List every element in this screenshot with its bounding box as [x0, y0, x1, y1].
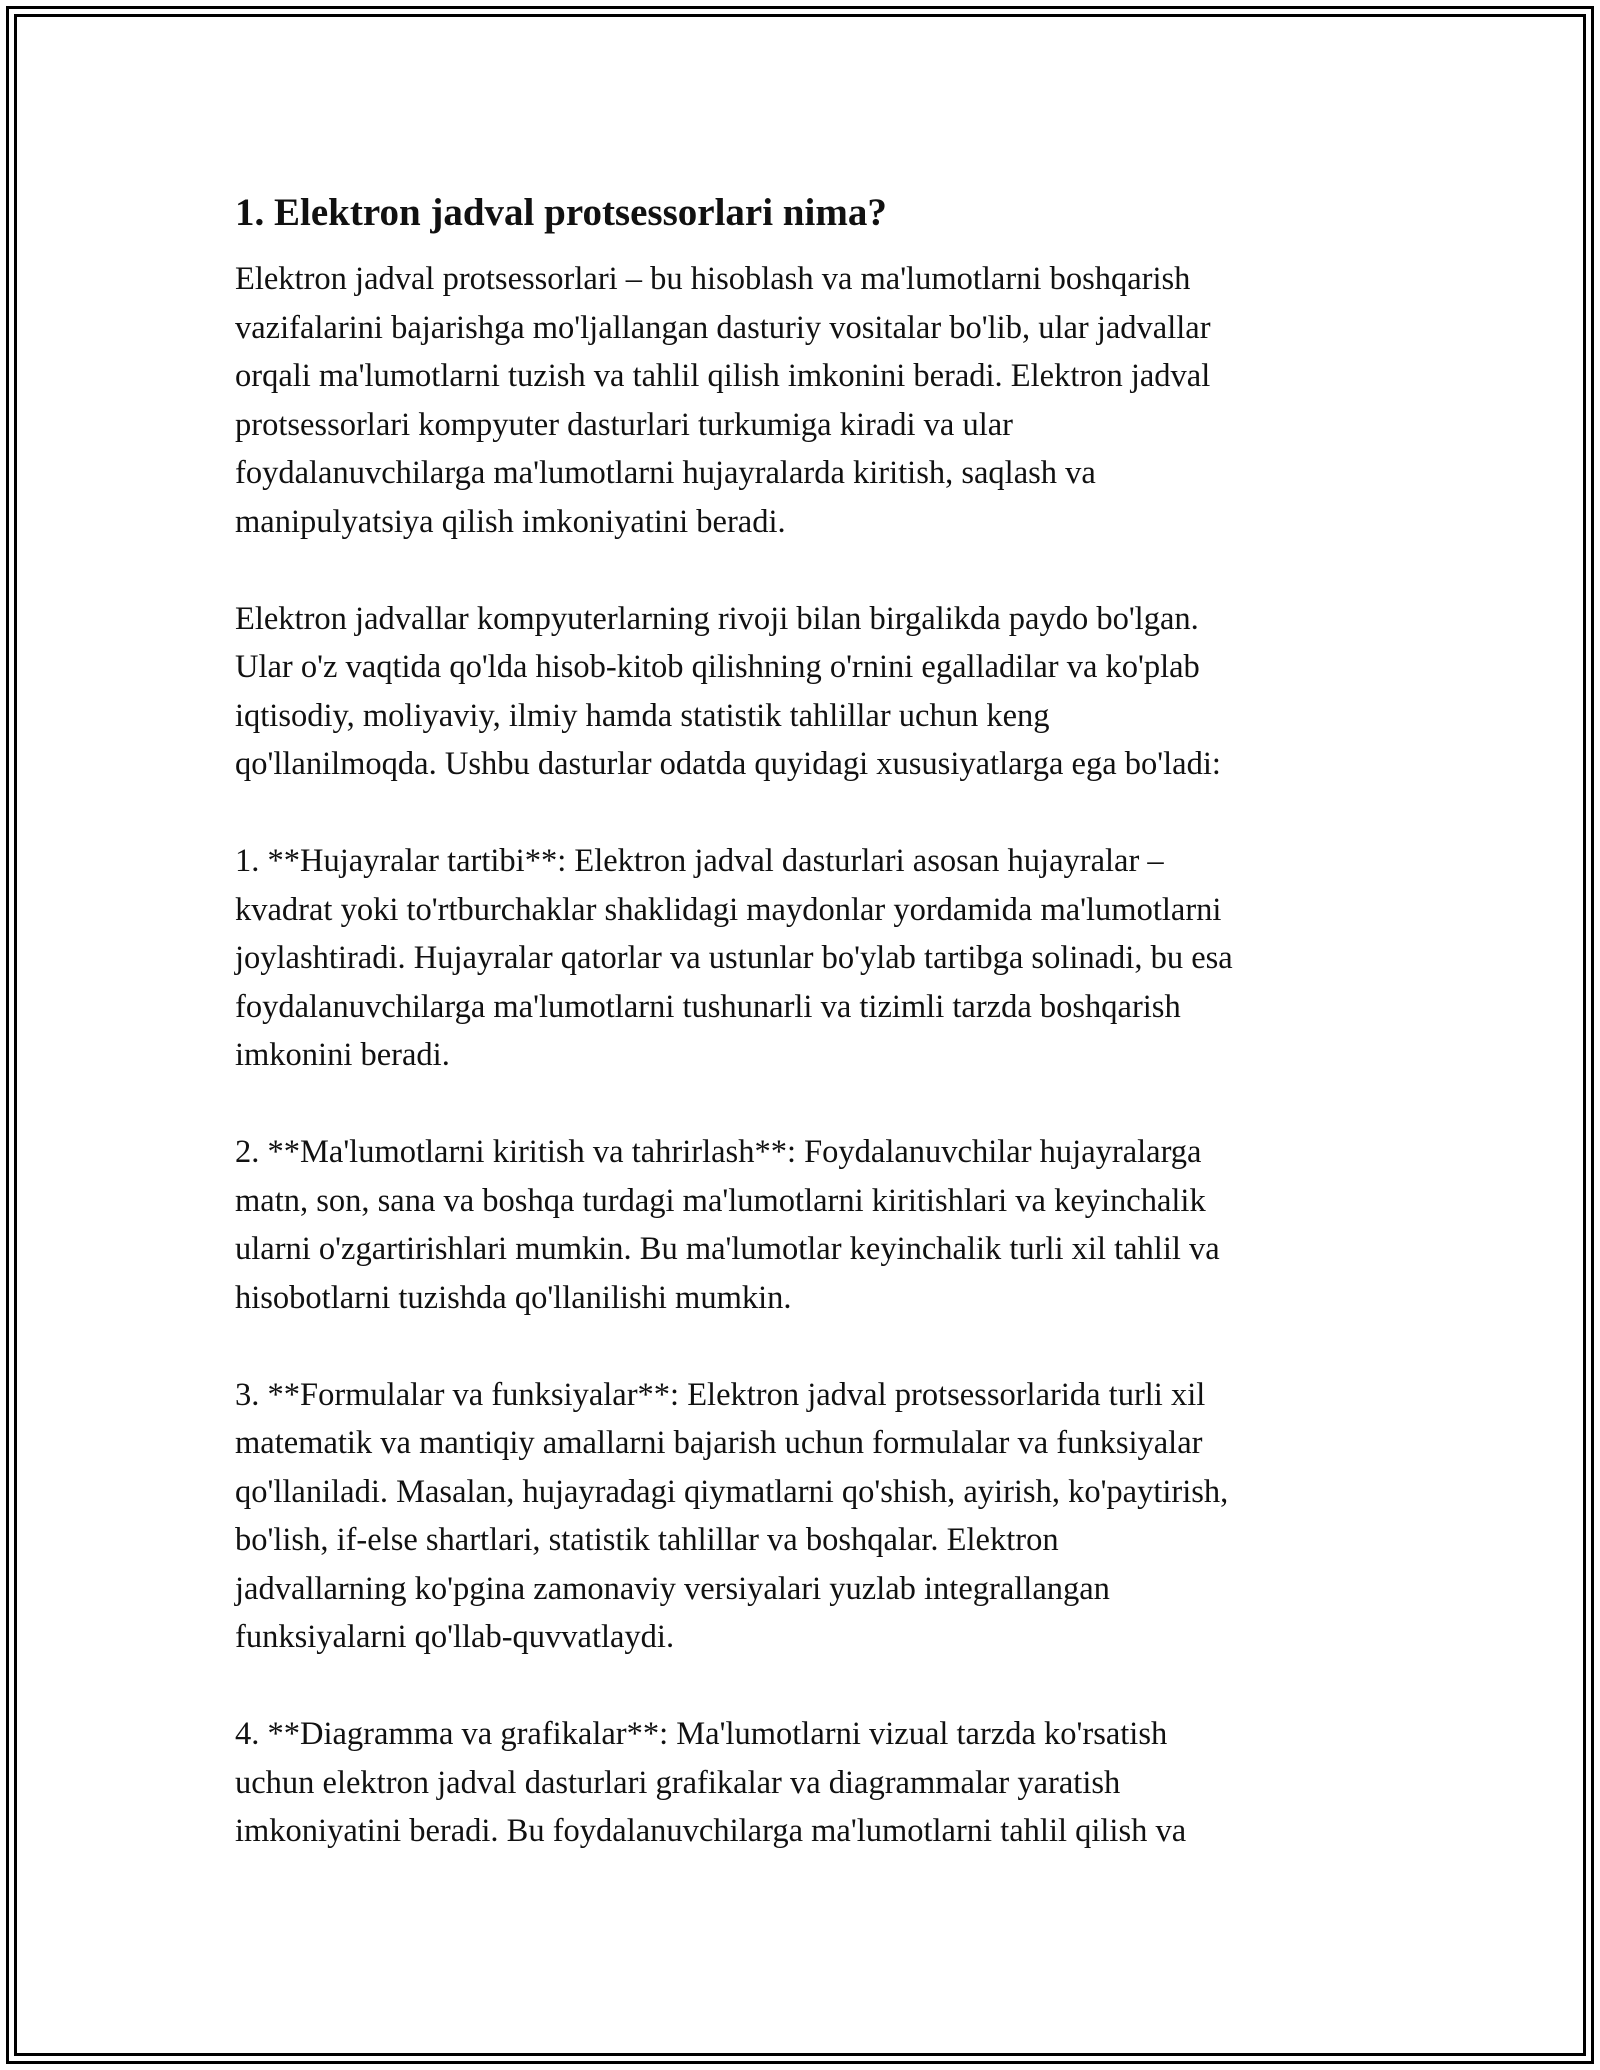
- paragraph-history: Elektron jadvallar kompyuterlarning rivoji bilan birgalikda paydo bo'lgan. Ular o'z vaqtida qo'lda hisob-kitob qilishning o'rnini egalladilar va ko'plab iqtisodiy, moliyaviy, ilmiy hamda statistik tahlillar uchun keng qo'llanilmoqda. Ushbu dasturlar odatda quyidagi xususiyatlarga ega bo'ladi:: [235, 600, 1221, 782]
- paragraph-intro: Elektron jadval protsessorlari – bu hisoblash va ma'lumotlarni boshqarish vazifalarini bajarishga mo'ljallangan dasturiy vositalar bo'lib, ular jadvallar orqali ma'lumotlarni tuzish va tahlil qilish imkonini beradi. Elektron jadval protsessorlari kompyuter dasturlari turkumiga kiradi va ular foydalanuvchilarga ma'lumotlarni hujayralarda kiritish, saqlash va manipulyatsiya qilish imkoniyatini beradi.: [235, 261, 1211, 540]
- document-body: [235, 183, 1365, 1904]
- document-title: 1. Elektron jadval protsessorlari nima?: [235, 191, 887, 234]
- list-item-data-entry: 2. **Ma'lumotlarni kiritish va tahrirlash**: Foydalanuvchilar hujayralarga matn, son, sana va boshqa turdagi ma'lumotlarni kiritishlari va keyinchalik ularni o'zgartirishlari mumkin. Bu ma'lumotlar keyinchalik turli xil tahlil va hisobotlarni tuzishda qo'llanilishi mumkin.: [235, 1134, 1220, 1316]
- list-item-charts: 4. **Diagramma va grafikalar**: Ma'lumotlarni vizual tarzda ko'rsatish uchun elektron jadval dasturlari grafikalar va diagrammalar yaratish imkoniyatini beradi. Bu foydalanuvchilarga ma'lumotlarni tahlil qilish va: [235, 1716, 1187, 1849]
- list-item-formulas: 3. **Formulalar va funksiyalar**: Elektron jadval protsessorlarida turli xil matematik va mantiqiy amallarni bajarish uchun formulalar va funksiyalar qo'llaniladi. Masalan, hujayradagi qiymatlarni qo'shish, ayirish, ko'paytirish, bo'lish, if-else shartlari, statistik tahlillar va boshqalar. Elektron jadvallarning ko'pgina zamonaviy versiyalari yuzlab integrallangan funksiyalarni qo'llab-quvvatlaydi.: [235, 1376, 1229, 1655]
- list-item-cells: 1. **Hujayralar tartibi**: Elektron jadval dasturlari asosan hujayralar – kvadrat yoki to'rtburchaklar shaklidagi maydonlar yordamida ma'lumotlarni joylashtiradi. Hujayralar qatorlar va ustunlar bo'ylab tartibga solinadi, bu esa foydalanuvchilarga ma'lumotlarni tushunarli va tizimli tarzda boshqarish imkonini beradi.: [235, 843, 1233, 1073]
